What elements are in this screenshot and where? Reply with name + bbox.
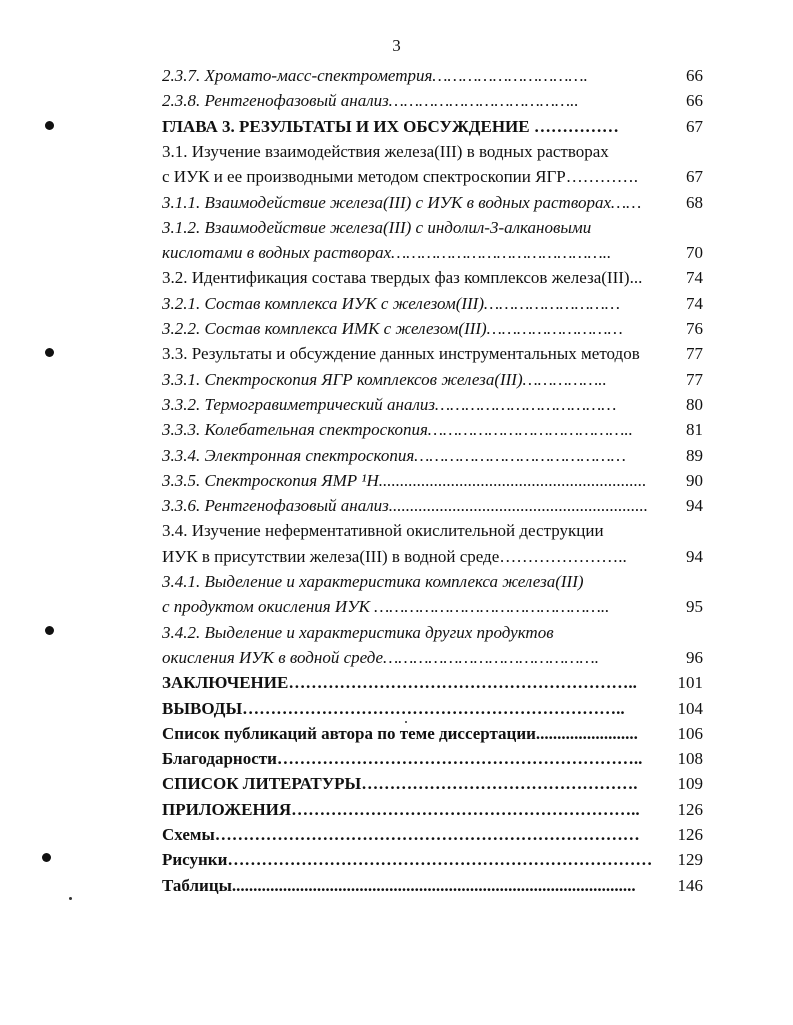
toc-entry-page: 106 xyxy=(677,723,703,743)
toc-entry-title: 3.4.2. Выделение и характеристика других продуктов xyxy=(162,622,554,642)
toc-entry-title: Рисунки………………………………………………………………… xyxy=(162,850,653,870)
toc-entry xyxy=(0,797,793,823)
toc-entry-title: 3.3.6. Рентгенофазовый анализ............................................................. xyxy=(162,496,648,516)
toc-entry-page: 90 xyxy=(686,470,703,490)
toc-entry xyxy=(0,443,793,469)
toc-entry-title: 3.4.1. Выделение и характеристика комплекса железа(III) xyxy=(162,572,584,591)
toc-entry xyxy=(0,518,793,544)
toc-entry-page: 108 xyxy=(677,749,703,769)
toc-entry-page: 126 xyxy=(677,799,703,819)
toc-entry-title: 3.2. Идентификация состава твердых фаз комплексов железа(III)... xyxy=(162,268,643,288)
binding-hole-mark xyxy=(42,853,51,862)
toc-entry-page: 67 xyxy=(686,167,703,187)
toc-entry-page: 104 xyxy=(677,698,703,718)
toc-entry-page: 77 xyxy=(686,344,703,364)
toc-entry xyxy=(0,367,793,393)
toc-entry xyxy=(0,696,793,722)
toc-entry-page: 77 xyxy=(686,369,703,389)
toc-entry-title: Благодарности……………………………………………………….. xyxy=(162,749,643,769)
toc-entry-page: 74 xyxy=(686,268,703,288)
toc-entry xyxy=(0,493,793,519)
toc-entry-page: 95 xyxy=(686,597,703,617)
scan-speck xyxy=(405,721,407,723)
toc-entry xyxy=(0,771,793,797)
toc-entry xyxy=(0,341,793,367)
toc-entry xyxy=(0,164,793,190)
toc-entry-page: 66 xyxy=(686,91,703,111)
toc-entry xyxy=(0,746,793,772)
toc-entry xyxy=(0,392,793,418)
toc-entry xyxy=(0,291,793,317)
binding-hole-mark xyxy=(45,348,54,357)
toc-entry-page: 76 xyxy=(686,319,703,338)
toc-entry xyxy=(0,721,793,747)
toc-entry-title: 3.3.2. Термогравиметрический анализ……………………………… xyxy=(162,394,617,414)
toc-entry-title: 3.3.1. Спектроскопия ЯГР комплексов железа(III)…………….. xyxy=(162,369,607,389)
toc-entry-title: ГЛАВА 3. РЕЗУЛЬТАТЫ И ИХ ОБСУЖДЕНИЕ …………… xyxy=(162,116,619,136)
toc-entry-title: ИУК в присутствии железа(III) в водной среде………………….. xyxy=(162,546,627,566)
toc-entry xyxy=(0,620,793,646)
toc-entry-page: 126 xyxy=(677,825,703,844)
toc-entry-title: 3.2.1. Состав комплекса ИУК с железом(III)……………………… xyxy=(162,293,621,313)
toc-entry-page: 101 xyxy=(677,673,703,693)
toc-entry-page: 81 xyxy=(686,420,703,440)
toc-entry-title: СПИСОК ЛИТЕРАТУРЫ…………………………………………. xyxy=(162,774,638,794)
toc-entry xyxy=(0,316,793,342)
toc-entry xyxy=(0,139,793,165)
toc-entry xyxy=(0,645,793,671)
toc-entry-page: 109 xyxy=(677,774,703,794)
toc-entry-title: 3.3.4. Электронная спектроскопия…………………………………… xyxy=(162,445,626,465)
toc-entry xyxy=(0,88,793,114)
toc-entry-page: 80 xyxy=(686,394,703,414)
toc-entry-title: 2.3.8. Рентгенофазовый анализ……………………………….. xyxy=(162,91,579,111)
toc-entry xyxy=(0,544,793,570)
toc-entry-title: Схемы………………………………………………………………… xyxy=(162,825,640,844)
toc-entry-page: 94 xyxy=(686,496,703,516)
toc-entry xyxy=(0,594,793,620)
toc-entry-title: Таблицы............................................................................................... xyxy=(162,875,636,895)
toc-entry xyxy=(0,822,793,848)
page-number: 3 xyxy=(392,36,401,55)
toc-entry-page: 74 xyxy=(686,293,703,313)
toc-entry-title: 2.3.7. Хромато-масс-спектрометрия…………………………. xyxy=(162,66,588,85)
toc-entry-title: 3.1.1. Взаимодействие железа(III) с ИУК в водных растворах…… xyxy=(162,192,642,212)
toc-entry xyxy=(0,569,793,595)
toc-entry-title: окисления ИУК в водной среде……………………………………. xyxy=(162,647,599,667)
toc-entry-title: 3.1.2. Взаимодействие железа(III) с индолил-3-алкановыми xyxy=(162,217,592,237)
toc-entry xyxy=(0,190,793,216)
binding-hole-mark xyxy=(45,121,54,130)
toc-entry xyxy=(0,215,793,241)
toc-entry xyxy=(0,265,793,291)
toc-entry-page: 70 xyxy=(686,243,703,263)
toc-entry xyxy=(0,240,793,266)
binding-hole-mark xyxy=(45,626,54,635)
toc-entry-title: 3.1. Изучение взаимодействия железа(III) в водных растворах xyxy=(162,141,609,161)
toc-entry xyxy=(0,468,793,494)
toc-entry-page: 96 xyxy=(686,647,703,667)
toc-entry-page: 89 xyxy=(686,445,703,465)
toc-entry xyxy=(0,114,793,140)
scan-speck xyxy=(69,897,72,900)
toc-entry-title: кислотами в водных растворах…………………………………….. xyxy=(162,243,612,263)
toc-entry-title: 3.4. Изучение неферментативной окислительной деструкции xyxy=(162,521,604,541)
toc-entry xyxy=(0,873,793,899)
toc-entry-title: 3.3. Результаты и обсуждение данных инструментальных методов xyxy=(162,344,640,364)
toc-entry xyxy=(0,417,793,443)
toc-entry xyxy=(0,670,793,696)
toc-entry-title: ЗАКЛЮЧЕНИЕ…………………………………………………….. xyxy=(162,673,637,693)
toc-entry-title: Список публикаций автора по теме диссертации........................ xyxy=(162,723,638,743)
toc-entry-title: ПРИЛОЖЕНИЯ…………………………………………………….. xyxy=(162,799,640,819)
toc-entry-page: 146 xyxy=(677,875,703,895)
toc-entry-page: 129 xyxy=(677,850,703,870)
toc-entry-title: 3.3.3. Колебательная спектроскопия………………………………….. xyxy=(162,420,633,440)
toc-entry-page: 67 xyxy=(686,116,703,136)
toc-entry-title: ВЫВОДЫ………………………………………………………….. xyxy=(162,698,625,718)
toc-entry-page: 68 xyxy=(686,192,703,212)
toc-entry-page: 94 xyxy=(686,546,703,566)
toc-entry-title: с ИУК и ее производными методом спектроскопии ЯГР…………. xyxy=(162,167,638,187)
toc-entry-title: с продуктом окисления ИУК ……………………………………….. xyxy=(162,597,610,617)
toc-entry xyxy=(0,63,793,89)
toc-entry-title: 3.3.5. Спектроскопия ЯМР ¹H............................................................... xyxy=(162,470,647,490)
toc-entry-title: 3.2.2. Состав комплекса ИМК с железом(III)……………………… xyxy=(162,319,623,338)
toc-entry xyxy=(0,847,793,873)
toc-entry-page: 66 xyxy=(686,66,703,85)
